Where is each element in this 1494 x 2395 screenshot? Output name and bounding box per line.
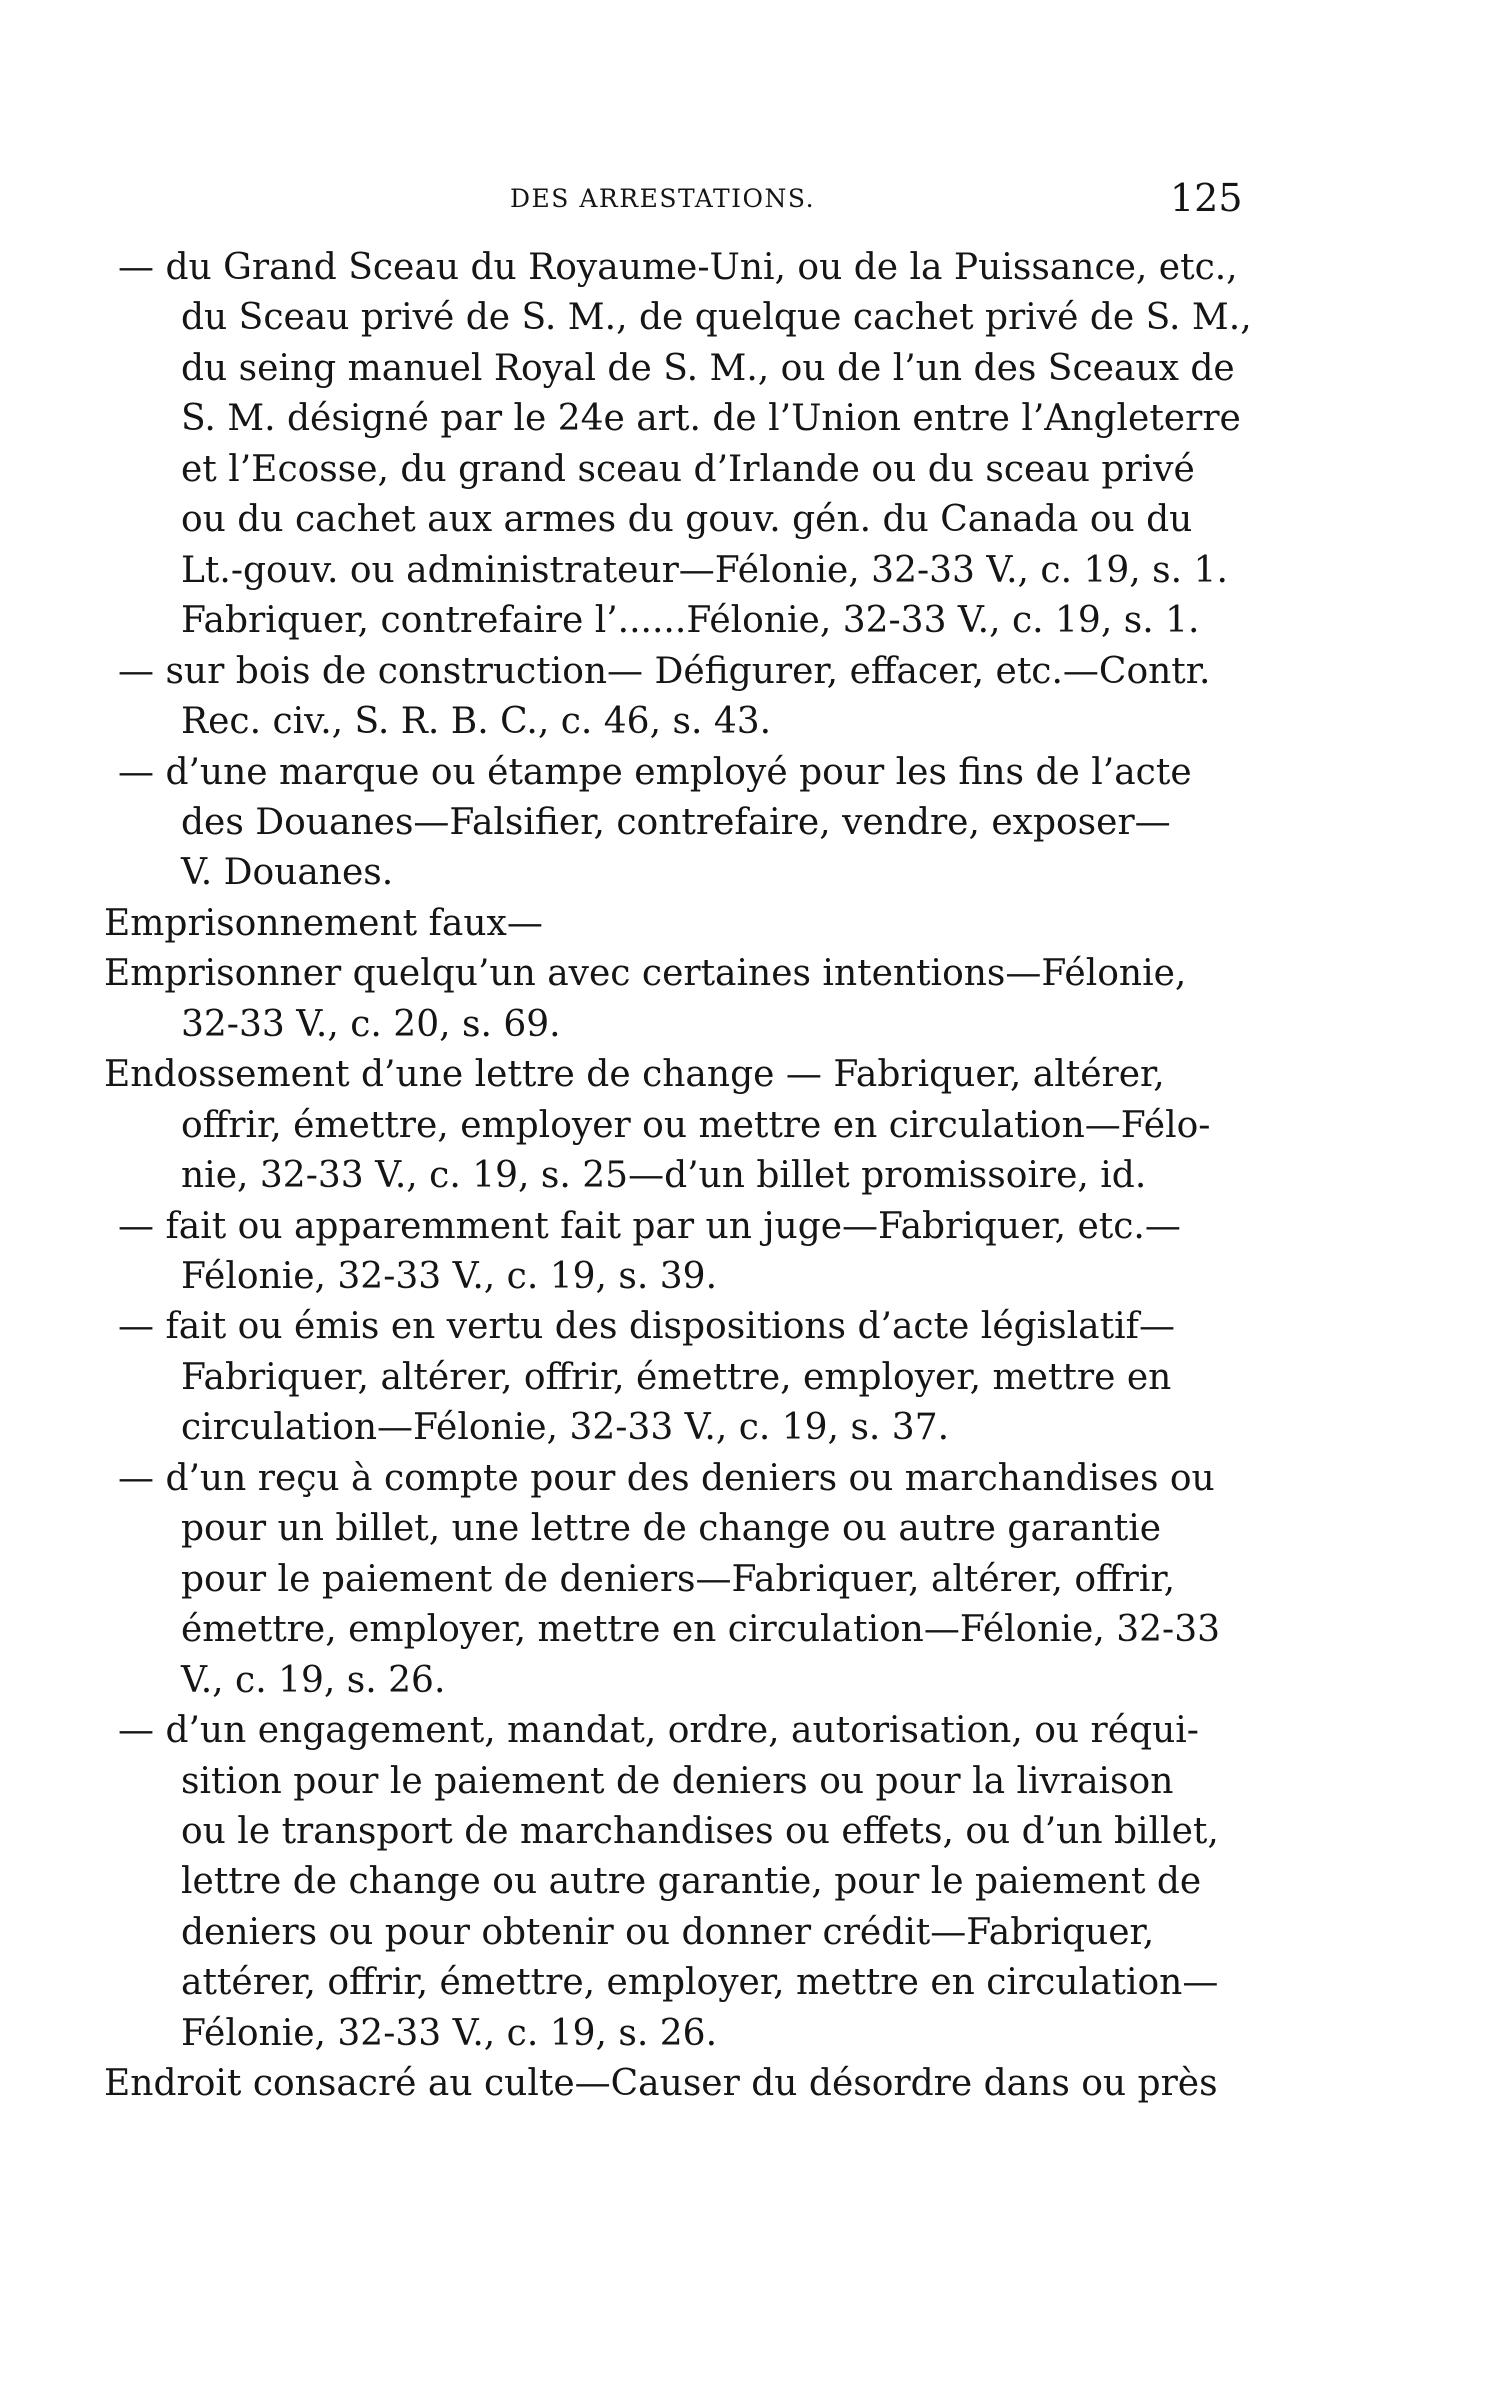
index-line <box>0 948 1494 1000</box>
index-line <box>0 343 1494 395</box>
index-line <box>0 1201 1494 1253</box>
continuation-text: offrir, émettre, employer ou mettre en circulation—Félo- <box>181 1104 1211 1146</box>
entry-heading-text: Emprisonnement faux— <box>104 902 543 944</box>
index-line <box>0 595 1494 647</box>
index-line <box>0 1756 1494 1808</box>
index-line <box>0 1604 1494 1656</box>
continuation-text: Félonie, 32-33 V., c. 19, s. 39. <box>181 1256 718 1297</box>
index-line <box>0 1251 1494 1303</box>
sub-entry-text: — du Grand Sceau du Royaume-Uni, ou de la Puissance, etc., <box>118 247 1238 288</box>
continuation-text: Fabriquer, contrefaire l’......Félonie, 32-33 V., c. 19, s. 1. <box>181 600 1200 642</box>
entry-heading-text: Endossement d’une lettre de change — Fabriquer, altérer, <box>104 1054 1165 1096</box>
index-line <box>0 1554 1494 1606</box>
index-line <box>0 1150 1494 1202</box>
continuation-text: émettre, employer, mettre en circulation—Félonie, 32-33 <box>181 1609 1221 1651</box>
index-line <box>0 2008 1494 2060</box>
entry-heading-text: Emprisonner quelqu’un avec certaines intentions—Félonie, <box>104 953 1187 995</box>
index-line <box>0 898 1494 950</box>
continuation-text: pour un billet, une lettre de change ou autre garantie <box>181 1508 1162 1550</box>
page-number: 125 <box>1170 176 1243 220</box>
sub-entry-text: — fait ou apparemment fait par un juge—Fabriquer, etc.— <box>118 1205 1181 1247</box>
index-line <box>0 494 1494 546</box>
continuation-text: Félonie, 32-33 V., c. 19, s. 26. <box>181 2012 718 2054</box>
index-line <box>0 999 1494 1051</box>
continuation-text: du seing manuel Royal de S. M., ou de l’un des Sceaux de <box>181 347 1235 389</box>
sub-entry-text: — sur bois de construction— Défigurer, effacer, etc.—Contr. <box>118 650 1211 692</box>
continuation-text: V., c. 19, s. 26. <box>181 1659 446 1701</box>
running-head <box>0 178 1494 218</box>
index-line <box>0 1049 1494 1101</box>
continuation-text: lettre de change ou autre garantie, pour le paiement de <box>181 1861 1202 1903</box>
index-line <box>0 242 1494 294</box>
continuation-text: S. M. désigné par le 24e art. de l’Union entre l’Angleterre <box>181 398 1241 440</box>
continuation-text: du Sceau privé de S. M., de quelque cachet privé de S. M., <box>181 297 1252 339</box>
continuation-text: pour le paiement de deniers—Fabriquer, altérer, offrir, <box>181 1558 1176 1600</box>
index-line <box>0 847 1494 899</box>
index-line <box>0 1402 1494 1454</box>
index-line <box>0 1806 1494 1858</box>
continuation-text: 32-33 V., c. 20, s. 69. <box>181 1003 561 1045</box>
index-line <box>0 1655 1494 1707</box>
sub-entry-text: — d’un reçu à compte pour des deniers ou marchandises ou <box>118 1457 1215 1499</box>
index-line <box>0 1957 1494 2009</box>
continuation-text: Lt.-gouv. ou administrateur—Félonie, 32-33 V., c. 19, s. 1. <box>181 549 1228 591</box>
sub-entry-text: — d’un engagement, mandat, ordre, autorisation, ou réqui- <box>118 1710 1199 1752</box>
index-line <box>0 1301 1494 1353</box>
index-line <box>0 646 1494 698</box>
index-line <box>0 1352 1494 1404</box>
running-head-title: DES ARRESTATIONS. <box>510 184 816 213</box>
sub-entry-text: — fait ou émis en vertu des dispositions d’acte législatif— <box>118 1306 1175 1348</box>
index-line <box>0 2058 1494 2110</box>
index-line <box>0 545 1494 597</box>
index-line <box>0 797 1494 849</box>
index-line <box>0 444 1494 496</box>
continuation-text: deniers ou pour obtenir ou donner crédit—Fabriquer, <box>181 1911 1155 1953</box>
continuation-text: circulation—Félonie, 32-33 V., c. 19, s. 37. <box>181 1407 950 1449</box>
continuation-text: ou du cachet aux armes du gouv. gén. du Canada ou du <box>181 499 1193 541</box>
index-line <box>0 1907 1494 1959</box>
continuation-text: nie, 32-33 V., c. 19, s. 25—d’un billet promissoire, id. <box>181 1155 1147 1197</box>
continuation-text: attérer, offrir, émettre, employer, mettre en circulation— <box>181 1962 1219 2004</box>
index-line <box>0 696 1494 748</box>
index-line <box>0 393 1494 445</box>
continuation-text: ou le transport de marchandises ou effets, ou d’un billet, <box>181 1810 1219 1852</box>
continuation-text: des Douanes—Falsifier, contrefaire, vendre, exposer— <box>181 801 1171 843</box>
index-line <box>0 1453 1494 1505</box>
continuation-text: Fabriquer, altérer, offrir, émettre, employer, mettre en <box>181 1356 1172 1398</box>
continuation-text: et l’Ecosse, du grand sceau d’Irlande ou du sceau privé <box>181 448 1195 490</box>
entry-heading-text: Endroit consacré au culte—Causer du désordre dans ou près <box>104 2063 1218 2105</box>
index-line <box>0 1100 1494 1152</box>
sub-entry-text: — d’une marque ou étampe employé pour les fins de l’acte <box>118 751 1192 793</box>
index-line <box>0 1856 1494 1908</box>
index-line <box>0 292 1494 344</box>
continuation-text: V. Douanes. <box>181 852 394 894</box>
continuation-text: Rec. civ., S. R. B. C., c. 46, s. 43. <box>181 701 772 743</box>
index-line <box>0 1503 1494 1555</box>
index-line <box>0 747 1494 799</box>
continuation-text: sition pour le paiement de deniers ou pour la livraison <box>181 1760 1174 1802</box>
index-line <box>0 1705 1494 1757</box>
